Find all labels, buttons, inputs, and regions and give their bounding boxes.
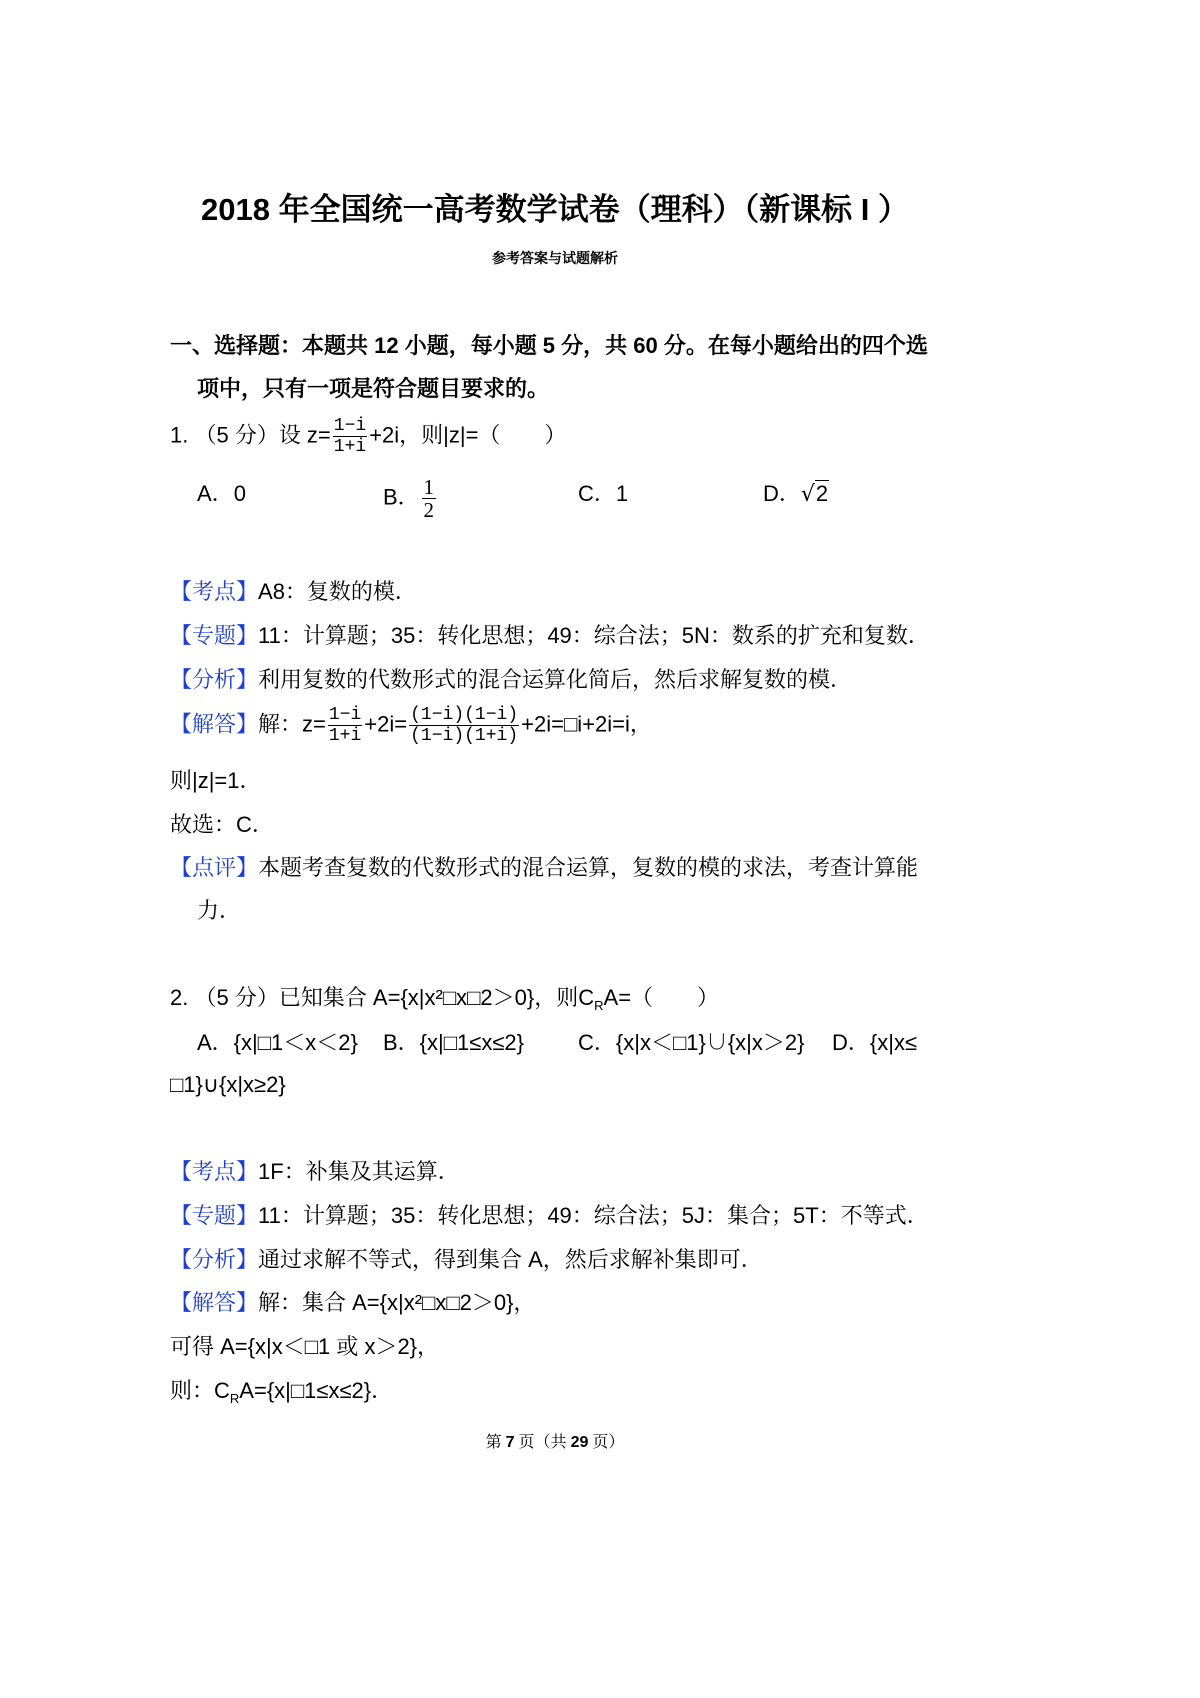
knowledge-point-label: 【考点】 [170,1159,259,1184]
option-a [197,478,246,510]
stem-text: +2i，则|z|=（ ） [369,422,567,448]
page-footer [170,1431,940,1455]
solution-row [170,1287,535,1319]
knowledge-point-row [170,1156,460,1188]
knowledge-point-row [170,576,417,608]
solution-label: 【解答】 [170,1290,259,1315]
complement-subscript: R [594,998,604,1013]
doc-title: 2018 年全国统一高考数学试卷（理科）（新课标 I ） [201,192,909,227]
knowledge-point-text: A8：复数的模． [258,579,417,604]
question-number: 1. [170,422,195,448]
complement-subscript: R [229,1391,240,1406]
question-number: 2. [170,985,195,1010]
page-total: 29 [570,1434,589,1451]
option-value: 1 [615,481,629,506]
analysis-text: 利用复数的代数形式的混合运算化简后，然后求解复数的模． [258,667,853,692]
stem-text: （5 分）已知集合 A={x|x²□x□2＞0}，则 [194,985,579,1010]
knowledge-point-text: 1F：补集及其运算． [258,1159,460,1184]
fraction-numerator: 1 [423,475,434,499]
topic-row [170,1200,929,1232]
fraction-numerator: 1−i [333,416,367,436]
solution-text: 解：z= [258,711,326,737]
option-value: 0 [233,481,246,506]
option-b: B．{x|□1≤x≤2} [383,1030,524,1055]
section-heading-line-2: 项中，只有一项是符合题目要求的。 [197,376,550,401]
fraction-numerator: (1−i)(1−i) [410,705,519,725]
fraction-denominator: 1+i [333,437,367,457]
fraction-denominator: (1−i)(1+i) [410,726,519,746]
section-heading-line-1: 一、选择题：本题共 12 小题，每小题 5 分，共 60 分。在每小题给出的四个选 [170,333,928,358]
solution-text: +2i= [364,711,408,737]
fraction-numerator: 1−i [328,705,362,725]
question-1-stem [170,416,566,457]
page-number: 7 [505,1434,515,1451]
stem-text: （5 分）设 z= [194,422,331,448]
comment-text-continued: 力． [197,898,242,923]
stem-text: A=（ ） [603,985,720,1010]
analysis-label: 【分析】 [170,667,259,692]
analysis-text: 通过求解不等式，得到集合 A，然后求解补集即可． [258,1247,763,1272]
option-label: C． [578,481,616,506]
option-d [763,478,829,511]
knowledge-point-label: 【考点】 [170,579,259,604]
fraction-denominator: 2 [423,498,434,522]
option-b [383,476,438,521]
fraction [328,705,362,746]
fraction [409,705,519,746]
analysis-label: 【分析】 [170,1247,259,1272]
solution-label: 【解答】 [170,711,259,737]
solution-line: 可得 A={x|x＜□1 或 x＞2}， [170,1334,440,1359]
solution-line: 则|z|=1． [170,768,262,793]
solution-text: +2i=□i+2i=i， [521,711,652,737]
comment-text: 本题考查复数的代数形式的混合运算，复数的模的求法，考查计算能 [258,855,919,880]
footer-text: 第 [485,1434,506,1451]
footer-text: 页） [588,1434,625,1451]
comment-label: 【点评】 [170,855,259,880]
option-c: C．{x|x＜□1}∪{x|x＞2} [578,1030,805,1055]
radicand: 2 [815,481,829,506]
topic-text: 11：计算题；35：转化思想；49：综合法；5J：集合；5T：不等式． [258,1203,929,1228]
option-label: D． [763,481,801,506]
comment-row [170,852,918,884]
topic-label: 【专题】 [170,1203,259,1228]
option-d: D．{x|x≤ [832,1030,918,1055]
fraction-denominator: 1+i [328,726,362,746]
analysis-row [170,1244,763,1276]
square-root-icon: √ [800,482,815,507]
option-label: A． [197,481,234,506]
option-c [578,478,628,510]
option-a: A．{x|□1＜x＜2} [197,1030,358,1055]
solution-row [170,705,652,746]
fraction [422,476,436,521]
fraction [333,416,367,457]
topic-text: 11：计算题；35：转化思想；49：综合法；5N：数系的扩充和复数． [258,623,930,648]
option-d-continued: □1}∪{x|x≥2} [170,1072,286,1097]
solution-text: A={x|□1≤x≤2}． [239,1378,394,1403]
question-2-stem [170,982,719,1017]
topic-row [170,620,930,652]
complement-symbol: C [578,985,595,1010]
solution-text: 解：集合 A={x|x²□x□2＞0}， [258,1290,536,1315]
analysis-row [170,664,852,696]
solution-text: 则： [170,1378,215,1403]
footer-text: 页（共 [514,1434,571,1451]
doc-subtitle: 参考答案与试题解析 [492,250,618,266]
answer-line: 故选：C． [170,812,274,837]
complement-symbol: C [214,1378,230,1403]
topic-label: 【专题】 [170,623,259,648]
solution-line [170,1375,393,1410]
option-label: B． [383,484,420,510]
